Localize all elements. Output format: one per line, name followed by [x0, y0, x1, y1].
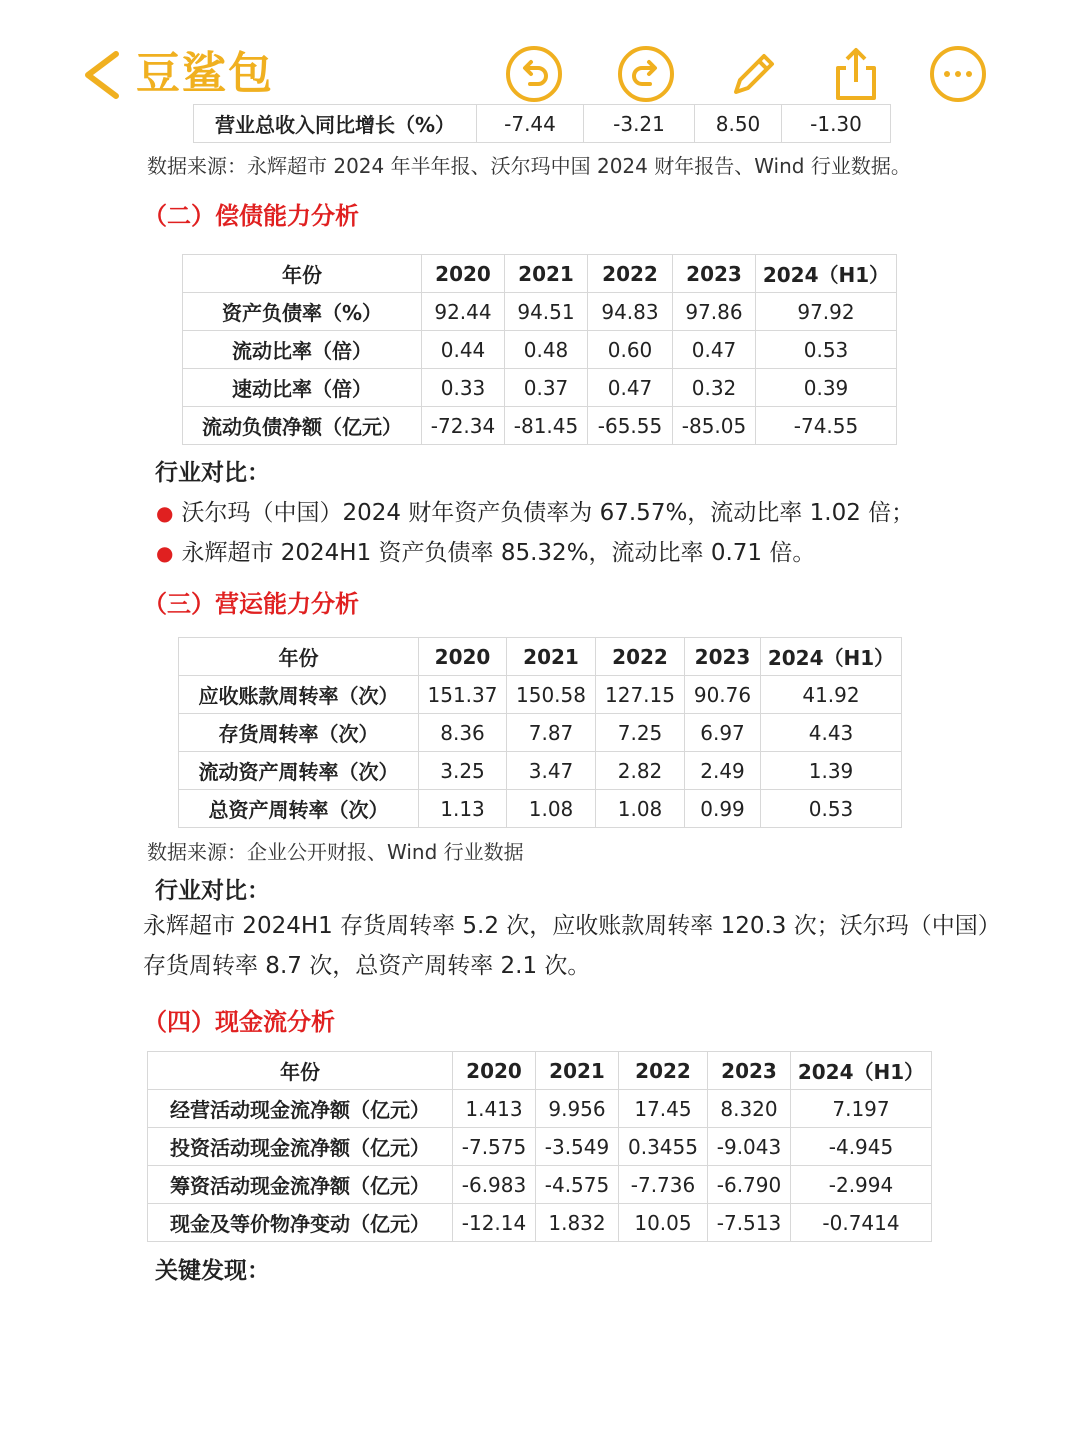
header-cell: 2021 — [507, 638, 596, 676]
table-cell: 17.45 — [619, 1090, 708, 1128]
row-label: 流动负债净额（亿元） — [183, 407, 422, 445]
row-label: 经营活动现金流净额（亿元） — [148, 1090, 453, 1128]
table-row — [179, 790, 902, 828]
table-cell: 0.44 — [422, 331, 505, 369]
table-cell: -7.575 — [453, 1128, 536, 1166]
header-cell: 2023 — [708, 1052, 791, 1090]
table-cell: -85.05 — [673, 407, 756, 445]
table-cell: 151.37 — [419, 676, 507, 714]
table-cell: -1.30 — [782, 105, 891, 143]
table-cell: 0.48 — [505, 331, 588, 369]
table-cell: 1.39 — [761, 752, 902, 790]
header-cell: 2024（H1） — [761, 638, 902, 676]
table-row — [179, 752, 902, 790]
industry-compare-title: 行业对比： — [155, 460, 270, 486]
table-cell: -2.994 — [791, 1166, 932, 1204]
table-cell: 2.49 — [685, 752, 761, 790]
header-cell: 2024（H1） — [756, 255, 897, 293]
table-cell: 3.47 — [507, 752, 596, 790]
table-cell: -3.21 — [584, 105, 695, 143]
table-cell: 0.99 — [685, 790, 761, 828]
bullet-item — [156, 494, 914, 527]
row-label: 速动比率（倍） — [183, 369, 422, 407]
table-cell: 9.956 — [536, 1090, 619, 1128]
table-row — [183, 407, 897, 445]
key-findings-title: 关键发现： — [155, 1258, 270, 1284]
row-label: 总资产周转率（次） — [179, 790, 419, 828]
table-cell: -4.575 — [536, 1166, 619, 1204]
bullet-dot-icon: ● — [156, 541, 174, 565]
table-cell: 7.197 — [791, 1090, 932, 1128]
redo-icon[interactable] — [616, 44, 676, 104]
data-source-note: 数据来源：永辉超市 2024 年半年报、沃尔玛中国 2024 财年报告、Wind 行业数据。 — [147, 154, 911, 178]
table-cell: 127.15 — [596, 676, 685, 714]
table-cell: 0.3455 — [619, 1128, 708, 1166]
row-label: 应收账款周转率（次） — [179, 676, 419, 714]
table-cell: 0.32 — [673, 369, 756, 407]
industry-compare-title: 行业对比： — [155, 878, 270, 904]
table-cell: 0.53 — [761, 790, 902, 828]
header-cell: 2020 — [419, 638, 507, 676]
table-cell: 8.320 — [708, 1090, 791, 1128]
bullet-text: 永辉超市 2024H1 资产负债率 85.32%，流动比率 0.71 倍。 — [181, 540, 816, 566]
table-header-row — [179, 638, 902, 676]
table-row — [148, 1128, 932, 1166]
table-cell: 8.50 — [695, 105, 782, 143]
table-cell: -9.043 — [708, 1128, 791, 1166]
table-cell: 0.47 — [673, 331, 756, 369]
table-cell: -7.736 — [619, 1166, 708, 1204]
table-cell: 94.51 — [505, 293, 588, 331]
row-label: 流动比率（倍） — [183, 331, 422, 369]
header-cell: 2020 — [422, 255, 505, 293]
header-cell: 2022 — [619, 1052, 708, 1090]
table-cell: 10.05 — [619, 1204, 708, 1242]
row-label: 资产负债率（%） — [183, 293, 422, 331]
table-cell: 1.413 — [453, 1090, 536, 1128]
table-row — [183, 293, 897, 331]
header-cell: 2024（H1） — [791, 1052, 932, 1090]
table-cell: 150.58 — [507, 676, 596, 714]
table-cell: 0.39 — [756, 369, 897, 407]
table-header-row — [183, 255, 897, 293]
table-cell: 8.36 — [419, 714, 507, 752]
app-brand: 豆鲨包 — [136, 48, 274, 99]
data-source-note: 数据来源：企业公开财报、Wind 行业数据 — [147, 840, 524, 864]
table-cell: -72.34 — [422, 407, 505, 445]
table-header-row — [148, 1052, 932, 1090]
row-label: 投资活动现金流净额（亿元） — [148, 1128, 453, 1166]
header-cell: 2022 — [588, 255, 673, 293]
table-cell: 0.47 — [588, 369, 673, 407]
table-cell: -7.513 — [708, 1204, 791, 1242]
header-cell: 2022 — [596, 638, 685, 676]
bullet-dot-icon: ● — [156, 501, 174, 525]
table-row — [194, 105, 891, 143]
header-cell: 2023 — [673, 255, 756, 293]
row-label: 现金及等价物净变动（亿元） — [148, 1204, 453, 1242]
table-cell: 92.44 — [422, 293, 505, 331]
table-cell: 94.83 — [588, 293, 673, 331]
table-cell: 1.08 — [507, 790, 596, 828]
table-cell: -0.7414 — [791, 1204, 932, 1242]
table-cell: 0.53 — [756, 331, 897, 369]
bullet-text: 沃尔玛（中国）2024 财年资产负债率为 67.57%，流动比率 1.02 倍； — [181, 500, 915, 526]
table-cell: 7.87 — [507, 714, 596, 752]
header-cell: 2021 — [505, 255, 588, 293]
table-cell: 1.08 — [596, 790, 685, 828]
row-label: 筹资活动现金流净额（亿元） — [148, 1166, 453, 1204]
table-cell: 2.82 — [596, 752, 685, 790]
more-icon[interactable] — [928, 44, 988, 104]
table-cell: 0.60 — [588, 331, 673, 369]
table-row — [148, 1204, 932, 1242]
header-cell: 年份 — [148, 1052, 453, 1090]
row-label: 存货周转率（次） — [179, 714, 419, 752]
table-cell: 1.13 — [419, 790, 507, 828]
table-cell: -74.55 — [756, 407, 897, 445]
table-cell: -12.14 — [453, 1204, 536, 1242]
table-cell: 6.97 — [685, 714, 761, 752]
table-cell: 1.832 — [536, 1204, 619, 1242]
table-cell: -6.790 — [708, 1166, 791, 1204]
industry-compare-text: 永辉超市 2024H1 存货周转率 5.2 次，应收账款周转率 120.3 次；沃尔玛（中国）存货周转率 8.7 次，总资产周转率 2.1 次。 — [143, 913, 990, 979]
solvency-table — [182, 254, 897, 445]
table-row — [148, 1166, 932, 1204]
table-row — [183, 369, 897, 407]
table-cell: 97.86 — [673, 293, 756, 331]
table-cell: -7.44 — [477, 105, 584, 143]
row-label: 流动资产周转率（次） — [179, 752, 419, 790]
table-cell: 7.25 — [596, 714, 685, 752]
revenue-growth-table — [193, 104, 891, 143]
row-label: 营业总收入同比增长（%） — [194, 105, 477, 143]
table-cell: -81.45 — [505, 407, 588, 445]
header-cell: 2021 — [536, 1052, 619, 1090]
section-title-solvency: （二）偿债能力分析 — [143, 202, 359, 230]
table-cell: 0.37 — [505, 369, 588, 407]
table-row — [179, 714, 902, 752]
operation-table — [178, 637, 902, 828]
header-cell: 年份 — [179, 638, 419, 676]
table-row — [183, 331, 897, 369]
section-title-cashflow: （四）现金流分析 — [143, 1008, 335, 1036]
table-cell: -6.983 — [453, 1166, 536, 1204]
table-cell: 41.92 — [761, 676, 902, 714]
table-row — [148, 1090, 932, 1128]
header-cell: 2020 — [453, 1052, 536, 1090]
cashflow-table — [147, 1051, 932, 1242]
top-toolbar — [0, 0, 1080, 104]
table-cell: 4.43 — [761, 714, 902, 752]
table-row — [179, 676, 902, 714]
pencil-icon[interactable] — [724, 44, 784, 104]
table-cell: -3.549 — [536, 1128, 619, 1166]
table-cell: 90.76 — [685, 676, 761, 714]
header-cell: 2023 — [685, 638, 761, 676]
bullet-item — [156, 534, 815, 567]
table-cell: 0.33 — [422, 369, 505, 407]
back-chevron-icon[interactable] — [78, 50, 128, 100]
table-cell: 3.25 — [419, 752, 507, 790]
section-title-operation: （三）营运能力分析 — [143, 590, 359, 618]
table-cell: 97.92 — [756, 293, 897, 331]
share-icon[interactable] — [826, 44, 886, 104]
header-cell: 年份 — [183, 255, 422, 293]
table-cell: -65.55 — [588, 407, 673, 445]
undo-icon[interactable] — [504, 44, 564, 104]
table-cell: -4.945 — [791, 1128, 932, 1166]
